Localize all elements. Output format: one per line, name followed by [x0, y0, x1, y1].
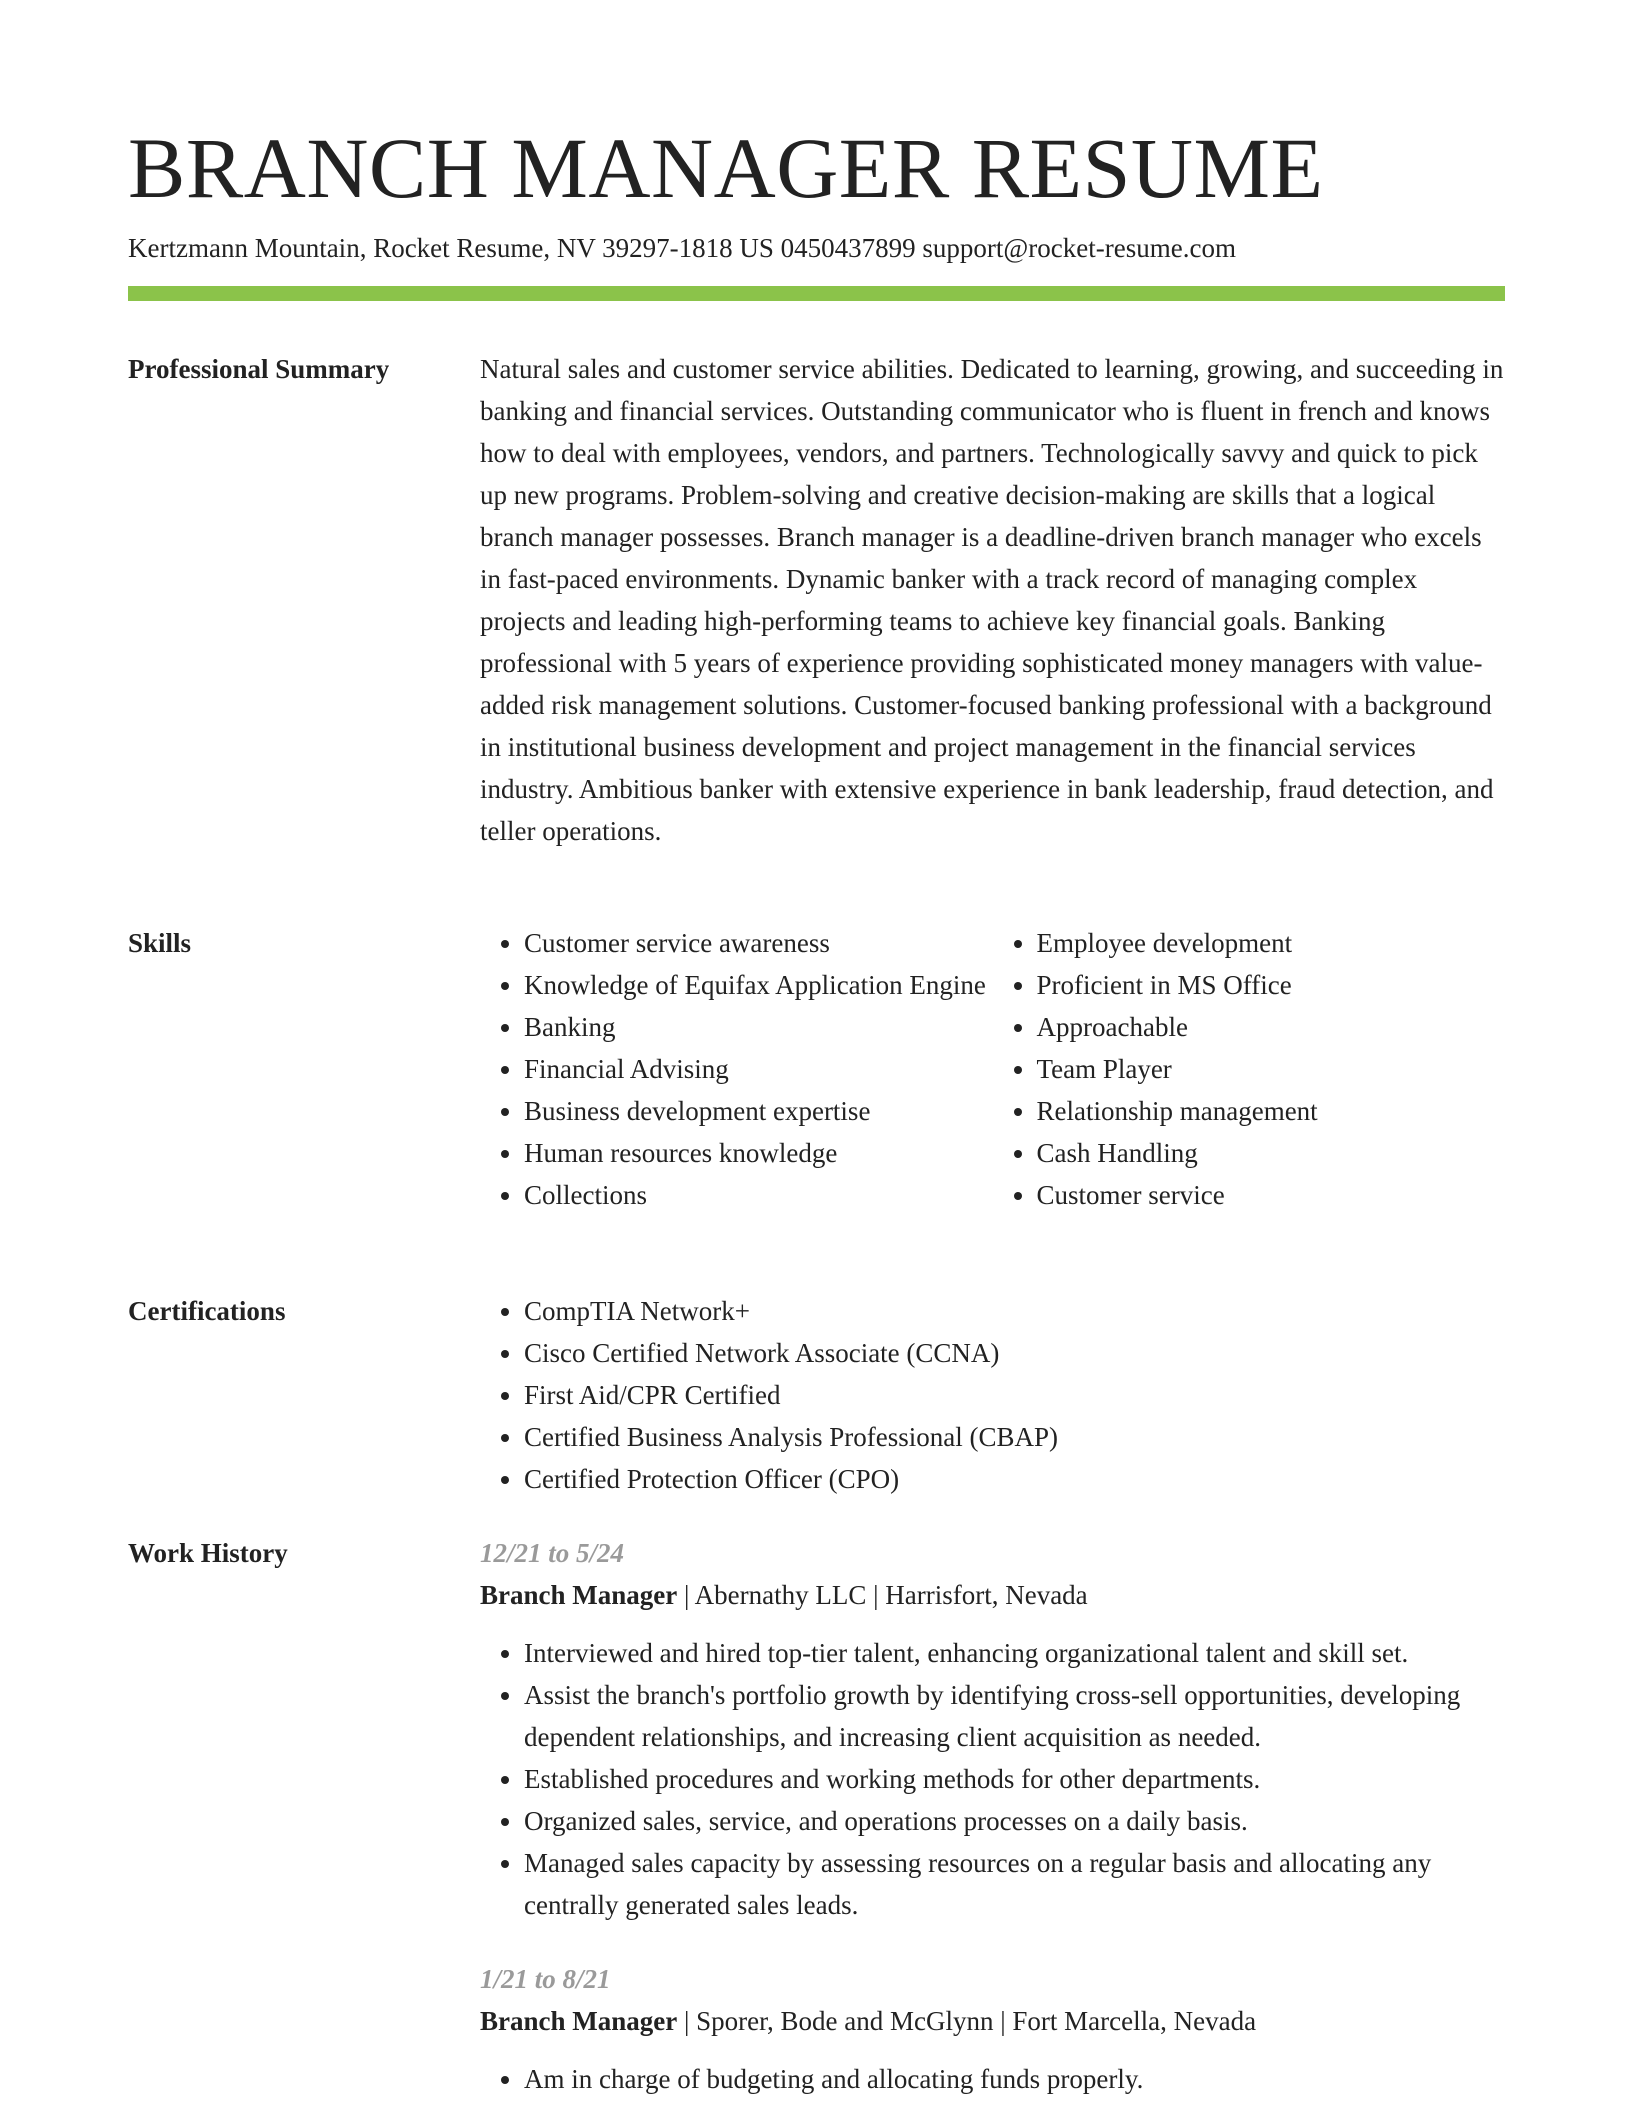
job-details: | Sporer, Bode and McGlynn | Fort Marcella, Nevada: [677, 2006, 1257, 2036]
skill-item: • Financial Advising: [524, 1048, 993, 1090]
job-dates: 12/21 to 5/24: [480, 1538, 625, 1568]
contact-email: support@rocket-resume.com: [922, 233, 1236, 263]
job-heading: [480, 1574, 1505, 1616]
certifications-label: Certifications: [128, 1296, 286, 1326]
job-bullet: • Organized sales, service, and operations processes on a daily basis.: [524, 1800, 1505, 1842]
certification-item: • Cisco Certified Network Associate (CCNA): [524, 1332, 1505, 1374]
skill-item: • Relationship management: [1037, 1090, 1506, 1132]
job-entry: [480, 1958, 1505, 2100]
job-bullet: • Established procedures and working methods for other departments.: [524, 1758, 1505, 1800]
job-details: | Abernathy LLC | Harrisfort, Nevada: [677, 1580, 1088, 1610]
skill-item: • Proficient in MS Office: [1037, 964, 1506, 1006]
certifications-list: [480, 1290, 1505, 1500]
certifications-content: [480, 1290, 1505, 1500]
job-heading: [480, 2000, 1505, 2042]
certification-item: • First Aid/CPR Certified: [524, 1374, 1505, 1416]
contact-address: Kertzmann Mountain, Rocket Resume, NV 39297-1818 US: [128, 233, 781, 263]
skill-item: • Business development expertise: [524, 1090, 993, 1132]
skill-item: • Knowledge of Equifax Application Engine: [524, 964, 993, 1006]
job-bullet: • Assist the branch's portfolio growth by identifying cross-sell opportunities, developing dependent relationships, and increasing client acquisition as needed.: [524, 1674, 1505, 1758]
job-bullet: • Managed sales capacity by assessing resources on a regular basis and allocating any centrally generated sales leads.: [524, 1842, 1505, 1926]
skill-item: • Cash Handling: [1037, 1132, 1506, 1174]
job-bullets: [480, 2058, 1505, 2100]
header-divider: [128, 286, 1505, 301]
skills-label: Skills: [128, 928, 192, 958]
work-history-content: [480, 1532, 1505, 2100]
skill-item: • Customer service awareness: [524, 922, 993, 964]
page-title: BRANCH MANAGER RESUME: [128, 120, 1324, 216]
summary-text: Natural sales and customer service abilities. Dedicated to learning, growing, and succeeding in banking and financial services. Outstanding communicator who is fluent in french and knows how to deal with employees, vendors, and partners. Technologically savvy and quick to pick up new programs. Problem-solving and creative decision-making are skills that a logical branch manager possesses. Branch manager is a deadline-driven branch manager who excels in fast-paced environments. Dynamic banker with a track record of managing complex projects and leading high-performing teams to achieve key financial goals. Banking professional with 5 years of experience providing sophisticated money managers with value-added risk management solutions. Customer-focused banking professional with a background in institutional business development and project management in the financial services industry. Ambitious banker with extensive experience in bank leadership, fraud detection, and teller operations.: [480, 354, 1504, 846]
job-title: Branch Manager: [480, 1580, 678, 1610]
certification-item: • Certified Business Analysis Professional (CBAP): [524, 1416, 1505, 1458]
skills-content: [480, 922, 1505, 1216]
job-bullet: • Am in charge of budgeting and allocating funds properly.: [524, 2058, 1505, 2100]
skills-list-right: [993, 922, 1506, 1216]
skill-item: • Customer service: [1037, 1174, 1506, 1216]
certification-item: • Certified Protection Officer (CPO): [524, 1458, 1505, 1500]
skill-item: • Collections: [524, 1174, 993, 1216]
skill-item: • Banking: [524, 1006, 993, 1048]
contact-phone: 0450437899: [780, 233, 923, 263]
work-history-label: Work History: [128, 1538, 288, 1568]
job-title: Branch Manager: [480, 2006, 678, 2036]
summary-label: Professional Summary: [128, 354, 390, 384]
skill-item: • Team Player: [1037, 1048, 1506, 1090]
skills-list-left: [480, 922, 993, 1216]
job-bullet: • Interviewed and hired top-tier talent, enhancing organizational talent and skill set.: [524, 1632, 1505, 1674]
skill-item: • Human resources knowledge: [524, 1132, 993, 1174]
summary-content: [480, 348, 1505, 852]
job-entry: [480, 1532, 1505, 1926]
skill-item: • Employee development: [1037, 922, 1506, 964]
job-dates: 1/21 to 8/21: [480, 1964, 611, 1994]
certification-item: • CompTIA Network+: [524, 1290, 1505, 1332]
contact-line: [128, 230, 1236, 266]
job-bullets: [480, 1632, 1505, 1926]
skill-item: • Approachable: [1037, 1006, 1506, 1048]
